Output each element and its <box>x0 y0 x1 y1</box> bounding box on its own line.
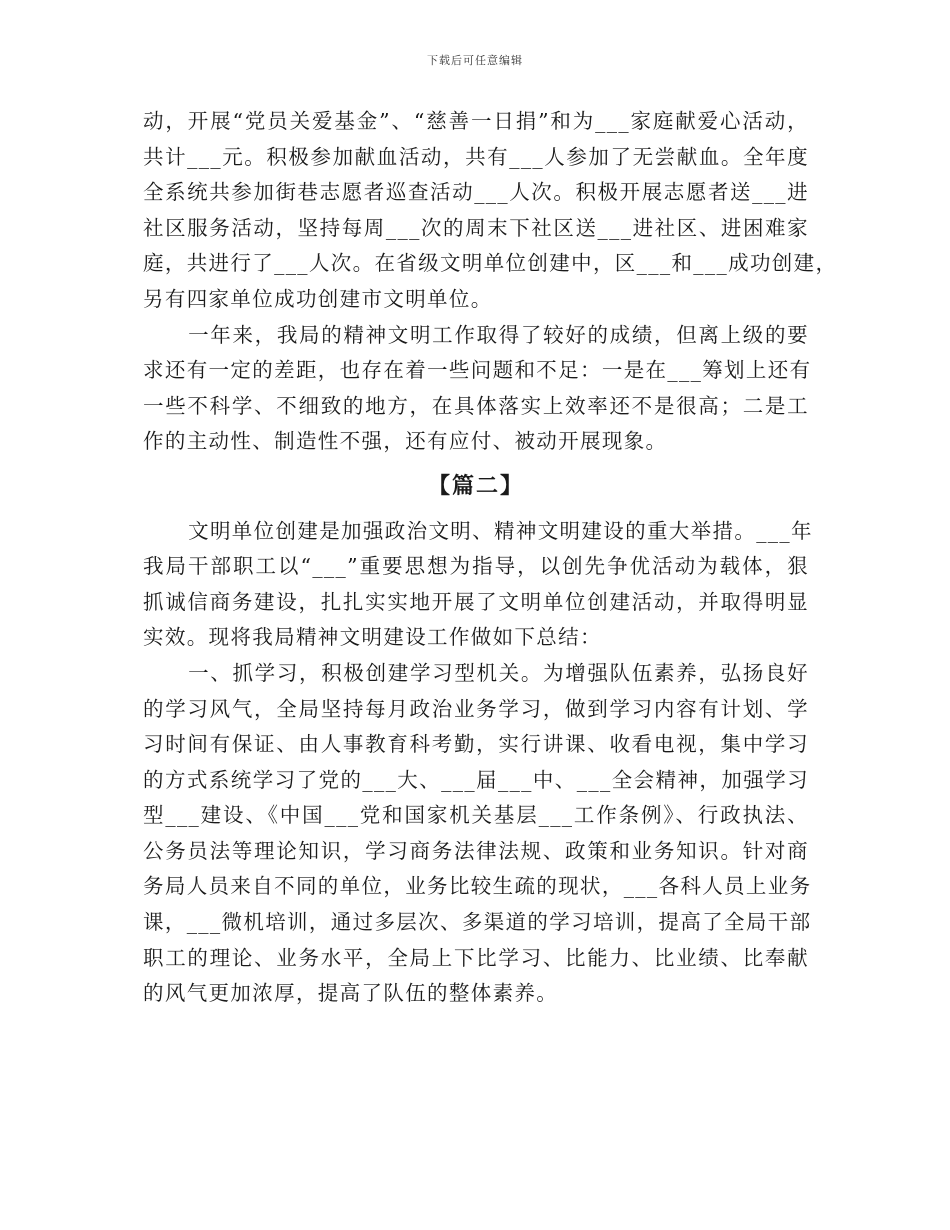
text-line: 共计___元。积极参加献血活动，共有___人参加了无尝献血。全年度 <box>143 144 809 169</box>
section-title: 【篇二】 <box>427 472 524 499</box>
paragraph-4 <box>143 656 812 1012</box>
page-header: 下载后可任意编辑 <box>427 54 523 67</box>
text-line: 习时间有保证、由人事教育科考勤，实行讲课、收看电视，集中学习 <box>143 732 809 757</box>
text-line: 抓诚信商务建设，扎扎实实地开展了文明单位创建活动，并取得明显 <box>143 589 809 614</box>
text-line: 一、抓学习，积极创建学习型机关。为增强队伍素养，弘扬良好 <box>188 660 809 685</box>
text-line: 文明单位创建是加强政治文明、精神文明建设的重大举措。___年 <box>188 518 813 543</box>
text-line: 一年来，我局的精神文明工作取得了较好的成绩，但离上级的要 <box>188 322 809 347</box>
text-line: 的学习风气，全局坚持每月政治业务学习，做到学习内容有计划、学 <box>143 696 809 721</box>
text-line: 另有四家单位成功创建市文明单位。 <box>143 286 493 311</box>
paragraph-3 <box>143 514 813 656</box>
text-line: 实效。现将我局精神文明建设工作做如下总结： <box>143 625 602 650</box>
paragraph-2 <box>143 318 812 460</box>
text-line: 我局干部职工以“___”重要思想为指导，以创先争优活动为载体，狠 <box>143 554 809 579</box>
text-line: 求还有一定的差距，也存在着一些问题和不足：一是在___筹划上还有 <box>143 358 812 383</box>
text-line: 型___建设、《中国___党和国家机关基层___工作条例》、行政执法、 <box>143 803 809 828</box>
text-line: 全系统共参加街巷志愿者巡查活动___人次。积极开展志愿者送___进 <box>143 180 809 205</box>
text-line: 动，开展“党员关爱基金”、“慈善一日捐”和为___家庭献爱心活动， <box>143 109 809 133</box>
text-line: 务局人员来自不同的单位，业务比较生疏的现状，___各科人员上业务 <box>143 874 812 899</box>
document-body <box>143 104 838 1012</box>
text-line: 一些不科学、不细致的地方，在具体落实上效率还不是很高；二是工 <box>143 393 809 418</box>
text-line: 社区服务活动，坚持每周___次的周末下社区送___进社区、进困难家 <box>143 215 809 240</box>
paragraph-1 <box>143 104 838 318</box>
text-line: 的风气更加浓厚，提高了队伍的整体素养。 <box>143 981 559 1006</box>
text-line: 作的主动性、制造性不强，还有应付、被动开展现象。 <box>143 429 668 454</box>
text-line: 课，___微机培训，通过多层次、多渠道的学习培训，提高了全局干部 <box>143 910 812 935</box>
text-line: 庭，共进行了___人次。在省级文明单位创建中，区___和___成功创建， <box>143 251 838 276</box>
text-line: 公务员法等理论知识，学习商务法律法规、政策和业务知识。针对商 <box>143 838 809 863</box>
text-line: 职工的理论、业务水平，全局上下比学习、比能力、比业绩、比奉献 <box>143 945 809 970</box>
text-line: 的方式系统学习了党的___大、___届___中、___全会精神，加强学习 <box>143 767 809 792</box>
